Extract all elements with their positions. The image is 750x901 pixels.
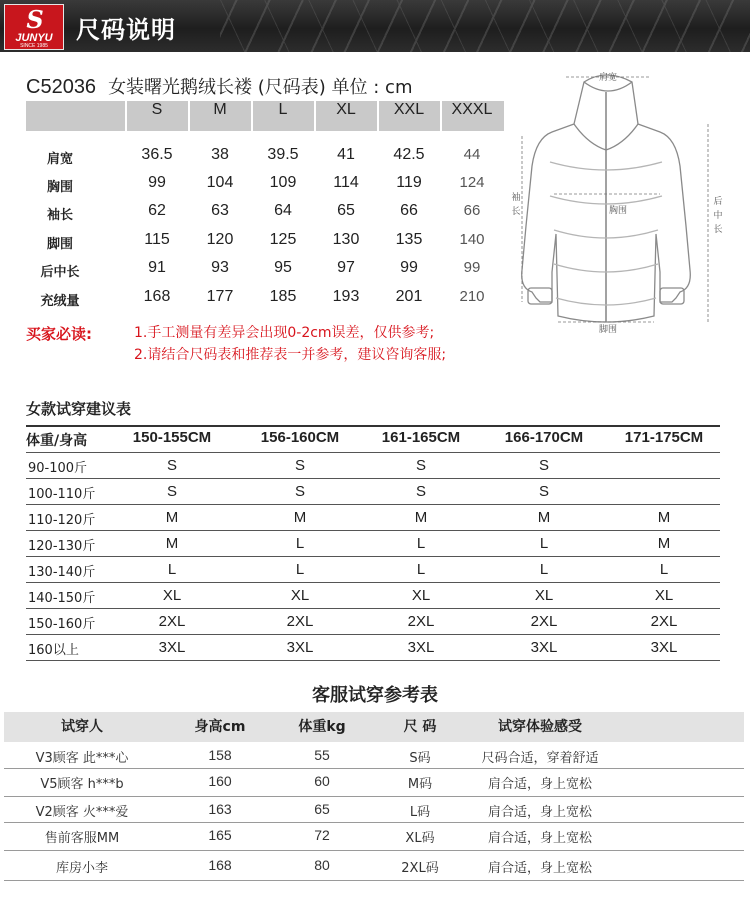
fit-header-height: 171-175CM bbox=[624, 429, 704, 446]
fit-cell: L bbox=[539, 535, 549, 552]
fit-cell: M bbox=[657, 509, 671, 526]
page-title: 尺码说明 bbox=[76, 16, 176, 44]
size-header-divider bbox=[377, 101, 379, 131]
fit-cell: M bbox=[414, 509, 428, 526]
fit-cell: L bbox=[659, 561, 669, 578]
cs-header-cell: 试穿人 bbox=[61, 719, 103, 735]
fit-cell: XL bbox=[411, 587, 431, 604]
fit-rule-bottom bbox=[26, 660, 720, 661]
fit-cell: 2XL bbox=[650, 613, 678, 630]
fit-row-divider bbox=[26, 556, 720, 557]
size-cell: 168 bbox=[143, 288, 171, 305]
size-cell: 97 bbox=[337, 259, 355, 276]
size-cell: 41 bbox=[337, 146, 355, 163]
cs-cell-weight: 60 bbox=[314, 773, 330, 789]
cs-row-divider bbox=[4, 880, 744, 881]
cs-row-divider bbox=[4, 822, 744, 823]
size-chart-title bbox=[26, 73, 413, 99]
cs-cell-feedback: 尺码合适，穿着舒适 bbox=[481, 751, 599, 766]
size-cell: 63 bbox=[211, 202, 229, 219]
size-cell: 66 bbox=[463, 202, 481, 219]
size-cell: 36.5 bbox=[141, 146, 173, 163]
cs-header-cell: 试穿体验感受 bbox=[498, 719, 582, 735]
fit-cell: M bbox=[165, 535, 179, 552]
cs-cell-size: S码 bbox=[409, 751, 431, 766]
fit-cell: L bbox=[416, 561, 426, 578]
fit-row-divider bbox=[26, 504, 720, 505]
cs-header-cell: 尺 码 bbox=[403, 719, 437, 735]
size-cell: 140 bbox=[459, 231, 485, 248]
chest-label: 胸围 bbox=[608, 206, 628, 216]
cs-cell-size: L码 bbox=[409, 805, 431, 820]
fit-cell: S bbox=[415, 483, 426, 500]
fit-cell: XL bbox=[534, 587, 554, 604]
fit-cell: M bbox=[165, 509, 179, 526]
model-code: C52036 bbox=[26, 76, 97, 98]
fit-cell: S bbox=[538, 457, 549, 474]
fit-cell: M bbox=[293, 509, 307, 526]
size-cell: 42.5 bbox=[393, 146, 425, 163]
fit-header-height: 161-165CM bbox=[381, 429, 461, 446]
fit-row-weight: 100-110斤 bbox=[28, 487, 96, 502]
sleeve-label-2: 长 bbox=[511, 207, 521, 217]
size-header-divider bbox=[251, 101, 253, 131]
shoulder-label: 肩宽 bbox=[598, 73, 618, 83]
fit-cell: XL bbox=[162, 587, 182, 604]
cs-cell-feedback: 肩合适，身上宽松 bbox=[487, 777, 592, 792]
size-cell: 99 bbox=[400, 259, 418, 276]
back-label-1: 后 bbox=[713, 197, 723, 207]
size-cell: 65 bbox=[337, 202, 355, 219]
fit-cell: 2XL bbox=[407, 613, 435, 630]
logo-brand: JUNYU bbox=[15, 32, 53, 44]
size-cell: 119 bbox=[396, 174, 422, 191]
cs-row-divider bbox=[4, 796, 744, 797]
back-label-3: 长 bbox=[713, 225, 723, 235]
size-cell: 130 bbox=[332, 231, 360, 248]
fit-row-divider bbox=[26, 608, 720, 609]
size-cell: 93 bbox=[211, 259, 229, 276]
size-cell: 44 bbox=[463, 146, 481, 163]
fit-row-divider bbox=[26, 452, 720, 453]
back-label-2: 中 bbox=[713, 211, 723, 221]
fit-cell: 3XL bbox=[650, 639, 678, 656]
hem-label: 脚围 bbox=[598, 325, 618, 335]
cs-cell-height: 160 bbox=[208, 773, 232, 789]
cs-cell-size: XL码 bbox=[405, 831, 435, 846]
fit-header-height: 166-170CM bbox=[504, 429, 584, 446]
size-header-divider bbox=[188, 101, 190, 131]
fit-row-weight: 110-120斤 bbox=[28, 513, 96, 528]
size-header-xl: XL bbox=[336, 101, 356, 118]
fit-cell: 3XL bbox=[530, 639, 558, 656]
banner-pattern bbox=[220, 0, 750, 52]
cs-cell-height: 168 bbox=[208, 857, 232, 873]
size-header-s: S bbox=[151, 101, 163, 118]
size-row-label: 脚围 bbox=[46, 237, 73, 252]
size-cell: 99 bbox=[148, 174, 166, 191]
cs-cell-person: 售前客服MM bbox=[44, 831, 120, 846]
fit-cell: S bbox=[294, 457, 305, 474]
sleeve-label-1: 袖 bbox=[511, 193, 521, 203]
fit-row-weight: 160以上 bbox=[28, 643, 79, 658]
fit-cell: M bbox=[657, 535, 671, 552]
fit-cell: S bbox=[294, 483, 305, 500]
collar-right bbox=[606, 124, 638, 150]
cs-row-divider bbox=[4, 850, 744, 851]
size-cell: 64 bbox=[274, 202, 292, 219]
fit-cell: S bbox=[166, 483, 177, 500]
size-cell: 114 bbox=[333, 174, 359, 191]
size-cell: 39.5 bbox=[267, 146, 299, 163]
size-cell: 210 bbox=[459, 288, 485, 305]
cs-cell-person: 库房小李 bbox=[55, 861, 108, 876]
logo-since: SINCE 1985 bbox=[20, 43, 48, 49]
notice-line-1: 1.手工测量有差异会出现0-2cm误差，仅供参考; bbox=[134, 325, 435, 341]
size-cell: 120 bbox=[206, 231, 234, 248]
size-cell: 99 bbox=[463, 259, 481, 276]
size-header-divider bbox=[314, 101, 316, 131]
fit-header-first: 体重/身高 bbox=[26, 433, 88, 449]
fit-row-divider bbox=[26, 530, 720, 531]
fit-cell: M bbox=[537, 509, 551, 526]
size-header-xxl: XXL bbox=[393, 101, 425, 118]
fit-cell: L bbox=[295, 535, 305, 552]
fit-cell: L bbox=[167, 561, 177, 578]
size-header-l: L bbox=[278, 101, 288, 118]
size-cell: 109 bbox=[269, 174, 297, 191]
notice-line-2: 2.请结合尺码表和推荐表一并参考，建议咨询客服; bbox=[134, 347, 447, 363]
fit-cell: S bbox=[415, 457, 426, 474]
hood-inner bbox=[584, 82, 632, 91]
cs-cell-person: V3顾客 此***心 bbox=[35, 751, 129, 766]
fit-row-divider bbox=[26, 582, 720, 583]
fit-row-weight: 120-130斤 bbox=[28, 539, 96, 554]
size-cell: 125 bbox=[269, 231, 297, 248]
cs-cell-weight: 72 bbox=[314, 827, 330, 843]
size-cell: 185 bbox=[269, 288, 297, 305]
fit-row-weight: 90-100斤 bbox=[28, 461, 88, 476]
size-row-label: 肩宽 bbox=[46, 152, 73, 167]
fit-cell: L bbox=[416, 535, 426, 552]
cs-cell-weight: 55 bbox=[314, 747, 330, 763]
cs-header-cell: 体重kg bbox=[298, 719, 346, 735]
size-row-label: 袖长 bbox=[46, 208, 73, 223]
size-row-label: 胸围 bbox=[46, 180, 73, 195]
size-row-label: 后中长 bbox=[40, 265, 80, 280]
fit-cell: L bbox=[539, 561, 549, 578]
cs-cell-height: 165 bbox=[208, 827, 232, 843]
cs-cell-size: 2XL码 bbox=[401, 861, 439, 876]
size-row-label: 充绒量 bbox=[40, 294, 80, 309]
size-cell: 177 bbox=[206, 288, 234, 305]
fit-cell: S bbox=[166, 457, 177, 474]
size-cell: 104 bbox=[206, 174, 234, 191]
notice-label: 买家必读: bbox=[26, 325, 92, 343]
fit-cell: 2XL bbox=[530, 613, 558, 630]
cs-cell-person: V5顾客 h***b bbox=[40, 777, 124, 792]
cs-cell-weight: 65 bbox=[314, 801, 330, 817]
fit-cell: 2XL bbox=[286, 613, 314, 630]
size-cell: 201 bbox=[395, 288, 423, 305]
fit-cell: XL bbox=[290, 587, 310, 604]
cs-cell-feedback: 肩合适，身上宽松 bbox=[487, 805, 592, 820]
header-banner bbox=[0, 0, 750, 52]
collar-left bbox=[574, 124, 606, 150]
size-chart-caption: 女装曙光鹅绒长褛 (尺码表) 单位 : cm bbox=[108, 77, 413, 98]
size-cell: 135 bbox=[395, 231, 423, 248]
fit-rule-top bbox=[26, 425, 720, 427]
cs-cell-feedback: 肩合适，身上宽松 bbox=[487, 861, 592, 876]
size-cell: 95 bbox=[274, 259, 292, 276]
size-cell: 66 bbox=[400, 202, 418, 219]
cs-cell-height: 158 bbox=[208, 747, 232, 763]
cs-cell-size: M码 bbox=[407, 777, 433, 792]
fit-row-weight: 150-160斤 bbox=[28, 617, 96, 632]
logo-mark: S bbox=[26, 5, 44, 34]
size-cell: 91 bbox=[148, 259, 166, 276]
size-header-xxxl: XXXL bbox=[451, 101, 493, 118]
fit-table-title: 女款试穿建议表 bbox=[26, 400, 132, 418]
fit-row-weight: 130-140斤 bbox=[28, 565, 96, 580]
size-cell: 62 bbox=[148, 202, 166, 219]
fit-row-divider bbox=[26, 634, 720, 635]
jacket-diagram bbox=[510, 66, 738, 338]
fit-cell: 3XL bbox=[158, 639, 186, 656]
fit-row-divider bbox=[26, 478, 720, 479]
size-header-divider bbox=[440, 101, 442, 131]
fit-cell: S bbox=[538, 483, 549, 500]
fit-row-weight: 140-150斤 bbox=[28, 591, 96, 606]
size-cell: 193 bbox=[332, 288, 360, 305]
cs-cell-height: 163 bbox=[208, 801, 232, 817]
cs-row-divider bbox=[4, 768, 744, 769]
fit-cell: 2XL bbox=[158, 613, 186, 630]
fit-cell: L bbox=[295, 561, 305, 578]
size-header-m: M bbox=[213, 101, 227, 118]
size-cell: 38 bbox=[211, 146, 229, 163]
cs-table-title: 客服试穿参考表 bbox=[312, 685, 438, 706]
fit-header-height: 156-160CM bbox=[260, 429, 340, 446]
fit-header-height: 150-155CM bbox=[132, 429, 212, 446]
fit-cell: 3XL bbox=[407, 639, 435, 656]
brand-logo bbox=[4, 4, 64, 50]
fit-cell: 3XL bbox=[286, 639, 314, 656]
cs-cell-person: V2顾客 火***爱 bbox=[35, 805, 129, 820]
size-cell: 124 bbox=[459, 174, 485, 191]
cs-cell-feedback: 肩合适，身上宽松 bbox=[487, 831, 592, 846]
cs-cell-weight: 80 bbox=[314, 857, 330, 873]
size-cell: 115 bbox=[144, 231, 170, 248]
fit-cell: XL bbox=[654, 587, 674, 604]
size-header-divider bbox=[125, 101, 127, 131]
cs-header-cell: 身高cm bbox=[194, 719, 246, 735]
